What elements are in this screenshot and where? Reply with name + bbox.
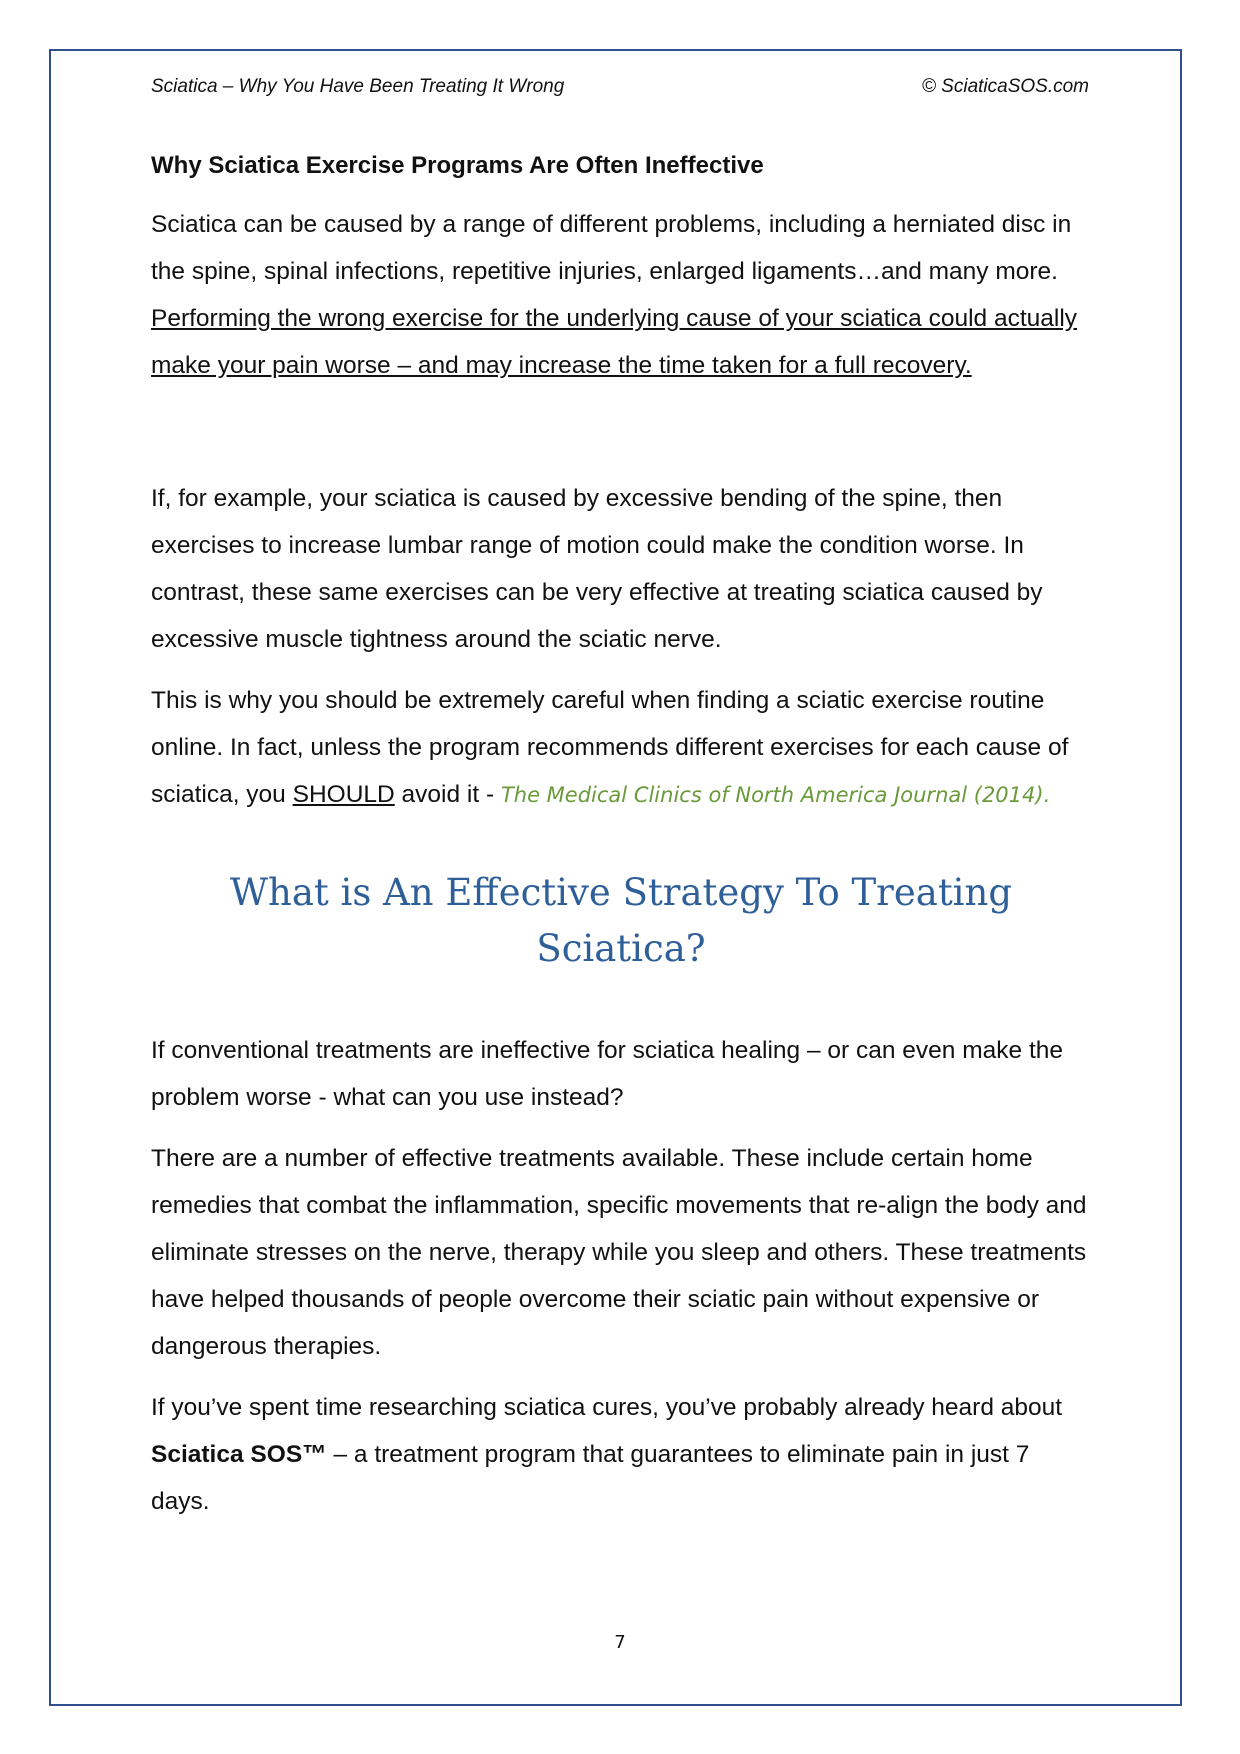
paragraph-sos-text: If you’ve spent time researching sciatica cures, you’ve probably already heard about (151, 1394, 1063, 1421)
paragraph-causes-warning: Performing the wrong exercise for the underlying cause of your sciatica could actually make your pain worse – and may increase the time taken for a full recovery. (151, 305, 1078, 379)
section-heading: Why Sciatica Exercise Programs Are Often Ineffective (151, 152, 764, 179)
page-content (151, 145, 1091, 1539)
paragraph-question: If conventional treatments are ineffective for sciatica healing – or can even make the problem worse - what can you use instead? (151, 1037, 1064, 1111)
paragraph-treatments: There are a number of effective treatments available. These include certain home remedies that combat the inflammation, specific movements that re-align the body and eliminate stresses on the nerve, therapy while you sleep and others. These treatments have helped thousands of people overcome their sciatic pain without expensive or dangerous therapies. (151, 1145, 1087, 1360)
strategy-heading: What is An Effective Strategy To Treating Sciatica? (229, 871, 1013, 970)
journal-citation: The Medical Clinics of North America Journal (2014). (500, 783, 1051, 807)
paragraph-caution (151, 677, 1091, 819)
paragraph-example: If, for example, your sciatica is caused by excessive bending of the spine, then exercises to increase lumbar range of motion could make the condition worse. In contrast, these same exercises can be very effective at treating sciatica caused by excessive muscle tightness around the sciatic nerve. (151, 485, 1043, 653)
paragraph-caution-tail: avoid it - (394, 781, 501, 808)
paragraph-sos-tail: – a treatment program that guarantees to eliminate pain in just 7 days. (151, 1441, 1030, 1515)
emphasis-should: SHOULD (292, 781, 395, 808)
paragraph-sciatica-sos (151, 1384, 1091, 1525)
paragraph-causes-text: Sciatica can be caused by a range of different problems, including a herniated disc in the spine, spinal infections, repetitive injuries, enlarged ligaments…and many more. (151, 211, 1072, 285)
product-name: Sciatica SOS™ (151, 1441, 327, 1468)
paragraph-causes (151, 201, 1091, 389)
header-title: Sciatica – Why You Have Been Treating It Wrong (151, 76, 565, 97)
blank-space (151, 403, 1091, 475)
page-number: 7 (614, 1632, 626, 1653)
header-copyright: © SciaticaSOS.com (921, 76, 1089, 97)
paragraph-caution-text: This is why you should be extremely careful when finding a sciatic exercise routine online. In fact, unless the program recommends different exercises for each cause of sciatica, you (151, 687, 1069, 808)
